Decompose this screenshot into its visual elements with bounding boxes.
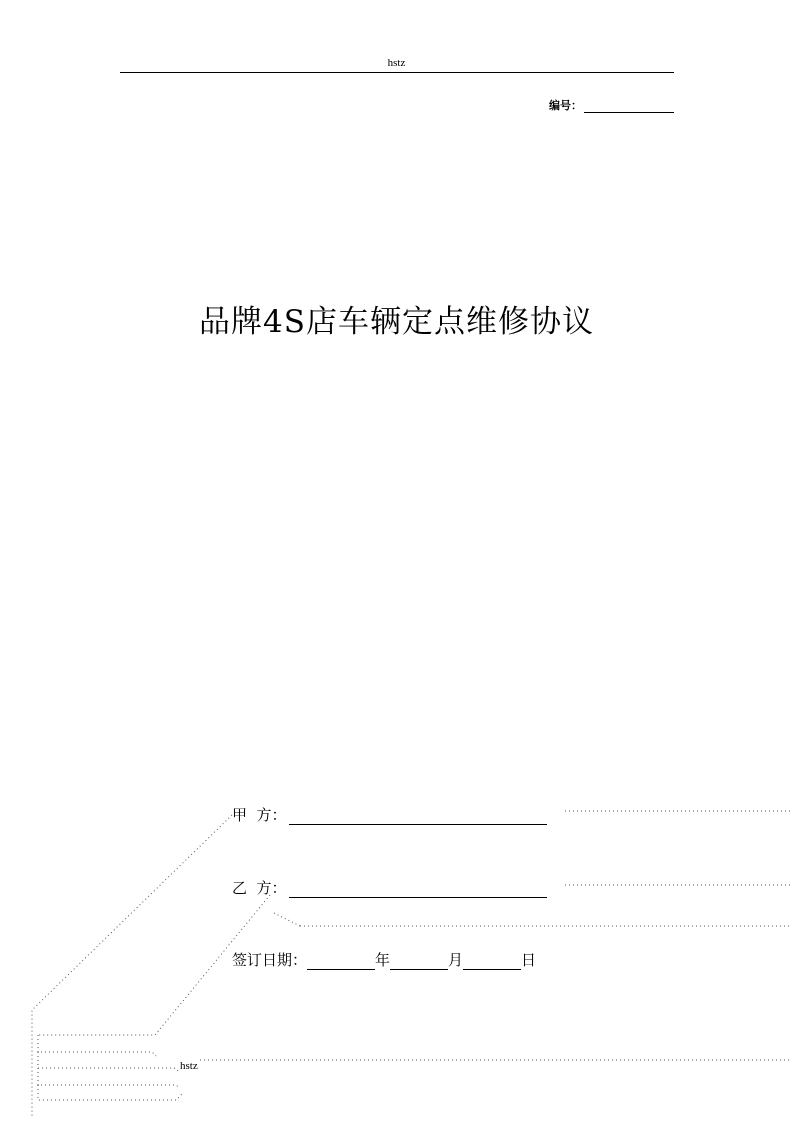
document-title: 品牌4S店车辆定点维修协议 (199, 304, 594, 340)
connector-diagonal-c (272, 912, 300, 926)
connector-diagonal-a (32, 815, 232, 1118)
page-footer-text: hstz (180, 1060, 198, 1072)
bracket-3 (38, 1068, 180, 1088)
bracket-2 (38, 1052, 180, 1072)
connector-diagonal-b (38, 895, 270, 1035)
party-b-label: 乙 方： (232, 879, 287, 897)
sign-date-month-label: 月 (448, 951, 464, 969)
bracket-1 (38, 1035, 156, 1056)
party-a-label: 甲 方： (232, 806, 287, 824)
bracket-4 (38, 1085, 182, 1100)
sign-date-label: 签订日期： (232, 951, 308, 969)
sign-date-year-label: 年 (375, 951, 391, 969)
document-number-label: 编号： (549, 99, 582, 112)
sign-date-day-label: 日 (521, 951, 537, 969)
page-header-text: hstz (387, 57, 406, 69)
